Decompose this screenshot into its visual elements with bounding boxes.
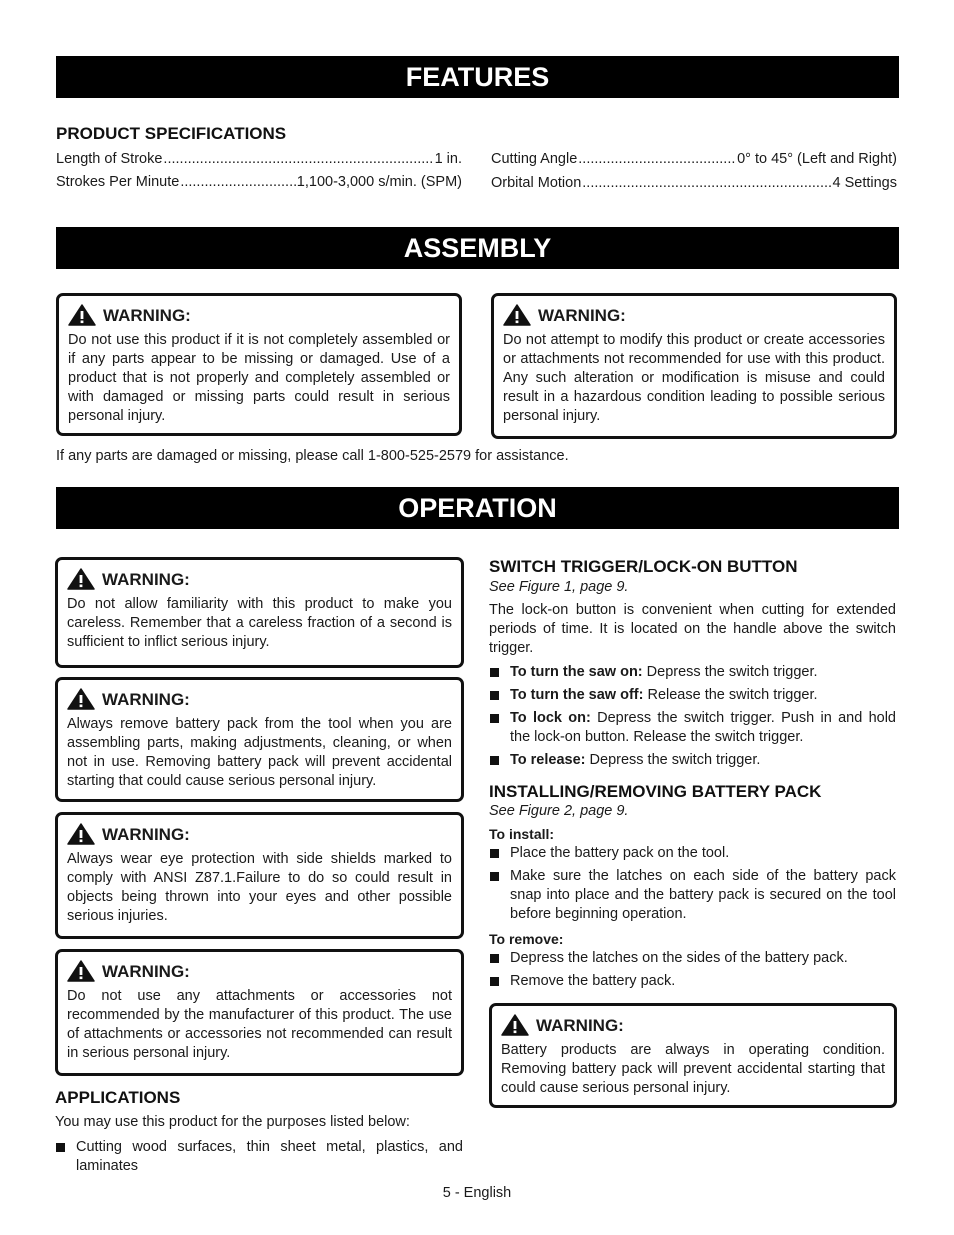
page-footer: 5 - English xyxy=(442,1185,512,1201)
features-banner: FEATURES xyxy=(56,56,899,98)
battery-pack-heading: INSTALLING/REMOVING BATTERY PACK xyxy=(489,782,822,801)
spec-value: 1,100-3,000 s/min. (SPM) xyxy=(296,174,462,190)
list-item: Cutting wood surfaces, thin sheet metal, plastics, and laminates xyxy=(55,1138,463,1176)
remove-list xyxy=(489,949,896,991)
warning-heading xyxy=(68,304,450,326)
warning-triangle-icon xyxy=(67,568,95,590)
warning-title: WARNING: xyxy=(536,1015,624,1035)
warning-text: Do not allow familiarity with this product to make you careless. Remember that a careless fraction of a second is sufficient to inflict serious injury. xyxy=(67,596,452,650)
bullet-square-icon xyxy=(490,668,499,677)
applications-section xyxy=(55,1113,463,1180)
warning-heading xyxy=(67,960,452,982)
bullet-square-icon xyxy=(490,872,499,881)
warning-title: WARNING: xyxy=(102,961,190,981)
switch-trigger-section xyxy=(489,578,896,774)
warning-title: WARNING: xyxy=(102,569,190,589)
assembly-warning-box-1 xyxy=(56,293,462,436)
warning-text: Do not attempt to modify this product or create accessories or attachments not recommended for use with this product. Any such alteration or modification is misuse and could result in a hazardous condition leading to possible serious personal injury. xyxy=(503,332,885,424)
assembly-banner: ASSEMBLY xyxy=(56,227,899,269)
warning-heading xyxy=(67,568,452,590)
spec-value: 4 Settings xyxy=(832,175,897,191)
list-item: Make sure the latches on each side of the battery pack snap into place and the battery pack is secured on the tool before beginning operation. xyxy=(489,867,896,924)
warning-triangle-icon xyxy=(503,304,531,326)
spec-label: Strokes Per Minute xyxy=(56,174,180,190)
warning-title: WARNING: xyxy=(102,824,190,844)
spec-label: Orbital Motion xyxy=(491,175,582,191)
applications-list xyxy=(55,1138,463,1176)
list-item: To turn the saw off: Release the switch trigger. xyxy=(489,686,896,705)
warning-triangle-icon xyxy=(67,960,95,982)
switch-list xyxy=(489,663,896,770)
operation-banner: OPERATION xyxy=(56,487,899,529)
warning-triangle-icon xyxy=(501,1014,529,1036)
warning-text: Always remove battery pack from the tool when you are assembling parts, making adjustments, cleaning, or when not in use. Removing battery pack will prevent accidental starting that could cause serious personal injury. xyxy=(67,716,452,789)
figure-reference: See Figure 2, page 9. xyxy=(489,803,629,819)
install-list xyxy=(489,844,896,924)
remove-label: To remove: xyxy=(489,931,564,947)
bullet-square-icon xyxy=(490,756,499,765)
warning-triangle-icon xyxy=(68,304,96,326)
operation-warning-box-2 xyxy=(55,677,464,802)
applications-heading: APPLICATIONS xyxy=(55,1088,181,1107)
spec-label: Cutting Angle xyxy=(491,151,578,167)
bullet-square-icon xyxy=(490,714,499,723)
list-item: To turn the saw on: Depress the switch trigger. xyxy=(489,663,896,682)
list-item: To release: Depress the switch trigger. xyxy=(489,751,896,770)
bullet-square-icon xyxy=(490,691,499,700)
spec-label: Length of Stroke xyxy=(56,151,163,167)
list-item: Depress the latches on the sides of the battery pack. xyxy=(489,949,896,968)
warning-triangle-icon xyxy=(67,688,95,710)
warning-title: WARNING: xyxy=(102,689,190,709)
spec-value: 0° to 45° (Left and Right) xyxy=(737,151,897,167)
bullet-square-icon xyxy=(56,1143,65,1152)
warning-text: Do not use any attachments or accessories not recommended by the manufacturer of this product. The use of attachments or accessories not recommended can result in serious personal injury. xyxy=(67,988,452,1061)
list-item: Remove the battery pack. xyxy=(489,972,896,991)
operation-warning-box-3 xyxy=(55,812,464,939)
warning-title: WARNING: xyxy=(103,305,191,325)
warning-triangle-icon xyxy=(67,823,95,845)
assembly-note: If any parts are damaged or missing, please call 1-800-525-2579 for assistance. xyxy=(56,448,569,464)
switch-trigger-heading: SWITCH TRIGGER/LOCK-ON BUTTON xyxy=(489,557,798,576)
bullet-square-icon xyxy=(490,977,499,986)
warning-text: Battery products are always in operating condition. Removing battery pack will prevent accidental starting that could cause serious personal injury. xyxy=(501,1042,885,1096)
operation-warning-box-1 xyxy=(55,557,464,668)
assembly-warning-box-2 xyxy=(491,293,897,439)
operation-warning-box-4 xyxy=(55,949,464,1076)
spec-value: 1 in. xyxy=(434,151,462,167)
spec-orbital-motion xyxy=(491,175,897,191)
bullet-square-icon xyxy=(490,849,499,858)
warning-text: Always wear eye protection with side shields marked to comply with ANSI Z87.1.Failure to do so could result in objects being thrown into your eyes and other possible serious injuries. xyxy=(67,851,452,924)
figure-reference: See Figure 1, page 9. xyxy=(489,579,629,595)
warning-title: WARNING: xyxy=(538,305,626,325)
spec-length-of-stroke xyxy=(56,151,462,167)
spec-cutting-angle xyxy=(491,151,897,167)
warning-heading xyxy=(67,823,452,845)
applications-intro: You may use this product for the purposes listed below: xyxy=(55,1114,410,1130)
warning-text: Do not use this product if it is not completely assembled or if any parts appear to be missing or damaged. Use of a product that is not properly and completely assembled or with damaged or missing parts could result in serious personal injury. xyxy=(68,332,450,424)
switch-intro: The lock-on button is convenient when cutting for extended periods of time. It is located on the handle above the switch trigger. xyxy=(489,602,896,656)
warning-heading xyxy=(503,304,885,326)
list-item: To lock on: Depress the switch trigger. Push in and hold the lock-on button. Release the switch trigger. xyxy=(489,709,896,747)
warning-heading xyxy=(67,688,452,710)
product-specifications-heading: PRODUCT SPECIFICATIONS xyxy=(56,124,287,143)
battery-warning-box xyxy=(489,1003,897,1108)
spec-strokes-per-minute xyxy=(56,174,462,190)
install-label: To install: xyxy=(489,826,555,842)
list-item: Place the battery pack on the tool. xyxy=(489,844,896,863)
battery-pack-section xyxy=(489,802,896,995)
warning-heading xyxy=(501,1014,885,1036)
bullet-square-icon xyxy=(490,954,499,963)
